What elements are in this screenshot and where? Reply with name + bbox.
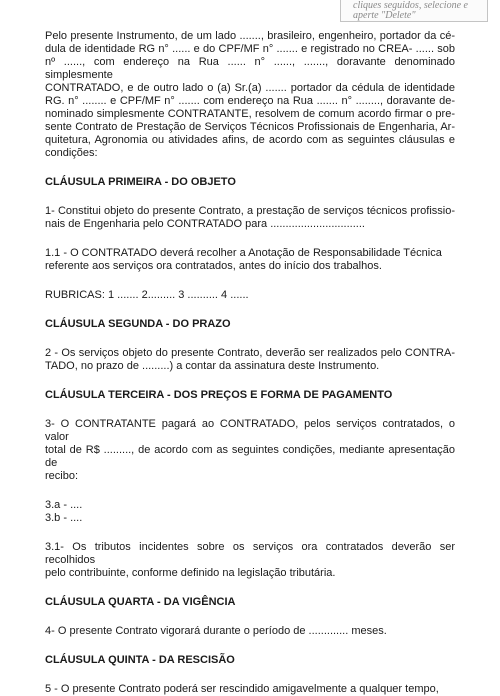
text-line: condições: [45, 147, 98, 159]
instruction-note [340, 0, 488, 22]
text-line: dula de identidade RG n° ...... e do CPF/MF n° ....... e registrado no CREA- ...... sob [45, 43, 455, 55]
clause-5-paragraph: 5 - O presente Contrato poderá ser rescindido amigavelmente a qualquer tempo, [45, 683, 439, 695]
clause-3-items [45, 499, 455, 525]
clause-2-heading: CLÁUSULA SEGUNDA - DO PRAZO [45, 318, 231, 330]
text-line: CONTRATADO, e de outro lado o (a) Sr.(a) ....... portador da cédula de identidade [45, 82, 455, 94]
text-line: sente Contrato de Prestação de Serviços Técnicos Profissionais de Engenharia, Ar- [45, 121, 455, 133]
list-item: 3.b - .... [45, 512, 83, 524]
text-line: nominado simplesmente CONTRATANTE, resolvem de comum acordo firmar o pre- [45, 108, 455, 120]
text-line: 1.1 - O CONTRATADO deverá recolher a Anotação de Responsabilidade Técnica [45, 247, 442, 259]
text-line: referente aos serviços ora contratados, antes do início dos trabalhos. [45, 260, 382, 272]
text-line: pelo contribuinte, conforme definido na legislação tributária. [45, 567, 336, 579]
text-line: nº ......, com endereço na Rua ...... n° ......, ......., doravante denominado simplesmente [45, 56, 455, 81]
clause-1-1-paragraph [45, 247, 455, 273]
text-line: nais de Engenharia pelo CONTRATADO para ............................... [45, 218, 365, 230]
clause-3-1-paragraph [45, 541, 455, 580]
clause-1-paragraph [45, 205, 455, 231]
clause-3-heading: CLÁUSULA TERCEIRA - DOS PREÇOS E FORMA DE PAGAMENTO [45, 389, 393, 401]
note-line: cliques seguidos, selecione e [353, 0, 468, 11]
text-line: 1- Constitui objeto do presente Contrato, a prestação de serviços técnicos profissio- [45, 205, 455, 217]
clause-2-paragraph [45, 347, 455, 373]
text-line: 2 - Os serviços objeto do presente Contrato, deverão ser realizados pelo CONTRA- [45, 347, 455, 359]
text-line: quitetura, Agronomia ou atividades afins, de acordo com as seguintes cláusulas e [45, 134, 455, 146]
text-line: 3- O CONTRATANTE pagará ao CONTRATADO, pelos serviços contratados, o valor [45, 418, 455, 443]
text-line: total de R$ ........., de acordo com as seguintes condições, mediante apresentação de [45, 444, 455, 469]
list-item: 3.a - .... [45, 499, 83, 511]
clause-5-heading: CLÁUSULA QUINTA - DA RESCISÃO [45, 654, 235, 666]
text-line: RG. n° ........ e CPF/MF n° ....... com endereço na Rua ....... n° ........, doravante de- [45, 95, 455, 107]
intro-paragraph [45, 30, 455, 160]
text-line: 3.1- Os tributos incidentes sobre os serviços ora contratados deverão ser recolhidos [45, 541, 455, 566]
clause-1-heading: CLÁUSULA PRIMEIRA - DO OBJETO [45, 176, 236, 188]
text-line: recibo: [45, 470, 79, 482]
clause-4-paragraph: 4- O presente Contrato vigorará durante o período de ............. meses. [45, 625, 387, 637]
text-line: TADO, no prazo de .........) a contar da assinatura deste Instrumento. [45, 360, 380, 372]
clause-3-paragraph [45, 418, 455, 483]
contract-body [45, 30, 455, 696]
note-line: aperte "Delete" [353, 10, 416, 21]
rubricas-line: RUBRICAS: 1 ....... 2......... 3 .......... 4 ...... [45, 289, 249, 301]
clause-4-heading: CLÁUSULA QUARTA - DA VIGÊNCIA [45, 596, 236, 608]
text-line: Pelo presente Instrumento, de um lado ......., brasileiro, engenheiro, portador da cé- [45, 30, 455, 42]
